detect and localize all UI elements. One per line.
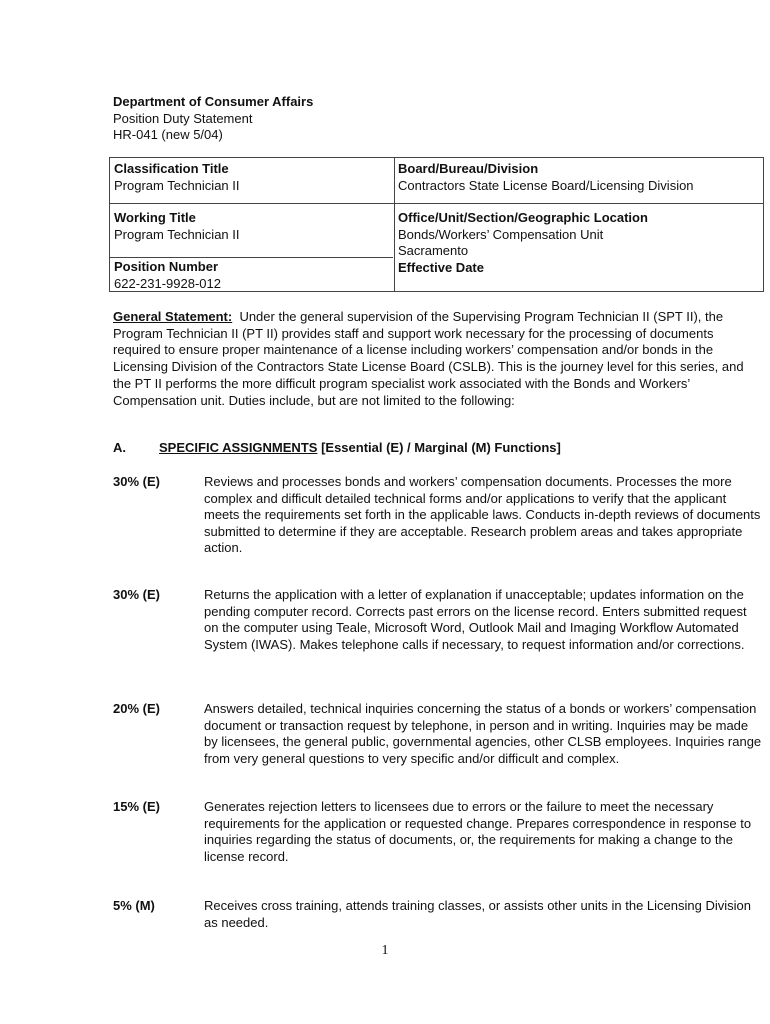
general-statement-label: General Statement: (113, 309, 233, 324)
duty-description: Returns the application with a letter of explanation if unacceptable; updates information on the pending computer record. Corrects past errors on the license record. Enters submitted request on the computer using Teale, Microsoft Word, Outlook Mail and Imaging Workflow Automated System (IWAS). Makes telephone calls if necessary, to request information and/or corrections. (204, 587, 747, 652)
office-label: Office/Unit/Section/Geographic Location (398, 210, 648, 225)
position-number-value: 622-231-9928-012 (114, 275, 221, 291)
board-label: Board/Bureau/Division (398, 161, 539, 176)
section-subtitle: [Essential (E) / Marginal (M) Functions] (321, 440, 561, 455)
classification-label: Classification Title (114, 161, 229, 176)
office-cell (398, 210, 648, 276)
section-letter: A. (113, 440, 126, 455)
board-cell (398, 161, 694, 194)
duty-description: Receives cross training, attends training classes, or assists other units in the Licensing Division as needed. (204, 898, 751, 930)
general-statement (113, 309, 763, 409)
page-number: 1 (381, 943, 389, 958)
table-divider-horizontal (110, 203, 763, 204)
working-title-value: Program Technician II (114, 226, 240, 242)
duty-percentage: 30% (E) (113, 474, 160, 489)
document-header (113, 94, 313, 144)
classification-cell (114, 161, 240, 194)
duty-percentage: 15% (E) (113, 799, 160, 814)
position-number-cell (114, 259, 221, 292)
duty-percentage: 30% (E) (113, 587, 160, 602)
table-divider-vertical (394, 158, 395, 291)
office-location: Sacramento (398, 243, 469, 258)
form-number: HR-041 (new 5/04) (113, 127, 223, 142)
effective-date-label: Effective Date (398, 259, 484, 275)
section-title-wrap (159, 440, 561, 455)
office-value: Bonds/Workers’ Compensation Unit (398, 226, 604, 242)
duty-description: Reviews and processes bonds and workers’ compensation documents. Processes the more complex and difficult detailed technical forms and/or applications to verify that the applicant meets the requirements set forth in the applicable laws. Conducts in-depth reviews of documents submitted to determine if they are acceptable. Research problem areas and takes appropriate action. (204, 474, 761, 556)
position-info-table (109, 157, 764, 292)
section-title: SPECIFIC ASSIGNMENTS (159, 440, 318, 455)
duty-description: Generates rejection letters to licensees due to errors or the failure to meet the necessary requirements for the application or requested change. Prepares correspondence in response to inquiries regarding the status of documents, or, the requirements for making a change to the license record. (204, 799, 752, 864)
statement-title: Position Duty Statement (113, 110, 253, 126)
department-name: Department of Consumer Affairs (113, 94, 314, 109)
working-title-cell (114, 210, 240, 243)
board-value: Contractors State License Board/Licensing Division (398, 177, 694, 193)
table-divider-horizontal (110, 257, 393, 258)
classification-value: Program Technician II (114, 177, 240, 193)
position-number-label: Position Number (114, 259, 219, 274)
working-title-label: Working Title (114, 210, 196, 225)
duty-description: Answers detailed, technical inquiries concerning the status of a bonds or workers’ compensation document or transaction request by telephone, in person and in writing. Inquiries may be made by licensees, the general public, governmental agencies, other CLSB employees. Inquiries range from very general questions to very specific and/or difficult and complex. (204, 701, 762, 766)
duty-percentage: 5% (M) (113, 898, 155, 913)
duty-percentage: 20% (E) (113, 701, 160, 716)
general-statement-text: Under the general supervision of the Supervising Program Technician II (SPT II), the Program Technician II (PT II) provides staff and support work necessary for the processing of documents required to ensure proper maintenance of a license including workers’ compensation and/or bonds in the Licensing Division of the Contractors State License Board (CSLB). This is the journey level for this series, and the PT II performs the more difficult program specialist work associated with the Bonds and Workers’ Compensation unit. Duties include, but are not limited to the following: (113, 309, 744, 408)
